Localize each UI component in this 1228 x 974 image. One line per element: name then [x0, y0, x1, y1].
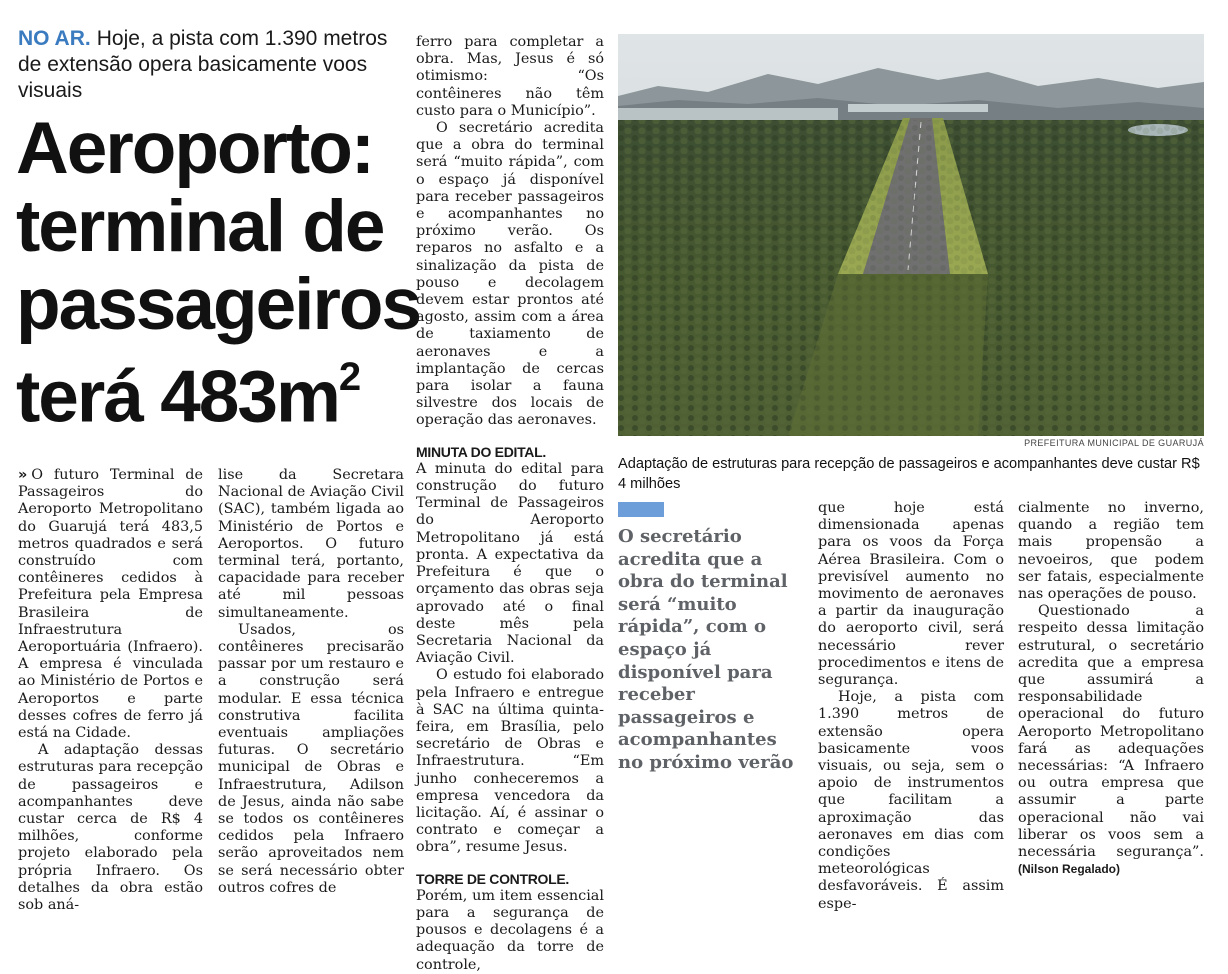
headline-superscript: 2 — [338, 355, 360, 399]
col5-paragraph-1: que hoje está dimensionada apenas para os voos da Força Aérea Brasileira. Com o previsível aumento no movimento de aeronaves a partir da inauguração do aeroporto civil, será necessário rever procedimentos e itens de segurança. — [818, 500, 1004, 689]
col2-paragraph-2: Usados, os contêineres precisarão passar por um restauro e a construção será modular. E essa técnica construtiva facilita eventuais ampliações futuras. O secretário municipal de Obras e Infraestrutura, Adilson de Jesus, ainda não sabe se todos os contêineres cedidos pela Infraero serão aproveitados nem se será necessário obter outros cofres de — [218, 621, 404, 896]
subhead-minuta: MINUTA DO EDITAL. — [416, 443, 546, 460]
article-column-5 — [818, 500, 1004, 913]
pullquote-accent-bar — [618, 502, 664, 517]
headline-line-3: passageiros — [16, 264, 421, 345]
col1-paragraph-2: A adaptação dessas estruturas para recepção de passageiros e acompanhantes deve custar cerca de R$ 4 milhões, conforme projeto elaborado pela própria Infraero. Os detalhes da obra estão sob aná- — [18, 742, 203, 914]
kicker — [18, 26, 398, 104]
headline-line-2: terminal de — [16, 186, 384, 267]
runway-photo-illustration — [618, 34, 1204, 436]
col2-paragraph-1: lise da Secretara Nacional de Aviação Civil (SAC), também ligada ao Ministério de Portos e Aeroportos. O futuro terminal terá, portanto, capacidade para receber até mil pessoas simultaneamente. — [218, 467, 404, 621]
chevron-icon: » — [18, 467, 28, 483]
photo-credit: PREFEITURA MUNICIPAL DE GUARUJÁ — [1024, 438, 1204, 448]
col3-paragraph-5: Porém, um item essencial para a segurança de pousos e decolagens é a adequação da torre de controle, — [416, 887, 604, 973]
col6-paragraph-2 — [1018, 603, 1204, 878]
headline-line-4-text: terá 483m — [16, 356, 339, 438]
headline-line-4 — [16, 344, 416, 436]
runway-aerial-photo — [618, 34, 1204, 436]
col3-paragraph-2: O secretário acredita que a obra do terminal será “muito rápida”, com o espaço já disponível para receber passageiros e acompanhantes no próximo verão. Os reparos no asfalto e a sinalização da pista de pouso e decolagem devem estar prontos até agosto, assim com a área de taxiamento de aeronaves e a implantação de cercas para isolar a fauna silvestre dos locais de operação das aeronaves. — [416, 120, 604, 429]
col3-paragraph-1: ferro para completar a obra. Mas, Jesus é só otimismo: “Os contêineres não têm custo para o Município”. — [416, 34, 604, 119]
headline — [16, 108, 421, 438]
col3-paragraph-3: A minuta do edital para construção do futuro Terminal de Passageiros do Aeroporto Metropolitano já está pronta. A expectativa da Prefeitura é que o orçamento das obras seja aprovado até o final deste mês pela Secretaria Nacional da Aviação Civil. — [416, 460, 604, 667]
kicker-tag: NO AR. — [18, 27, 91, 50]
headline-line-1: Aeroporto: — [16, 108, 374, 189]
subhead-torre: TORRE DE CONTROLE. — [416, 870, 570, 887]
article-column-2 — [218, 467, 404, 897]
article-column-3 — [416, 34, 604, 974]
col6-paragraph-1: cialmente no inverno, quando a região tem mais propensão a nevoeiros, que podem ser fatais, especialmente nas operações de pouso. — [1018, 500, 1204, 603]
article-column-1 — [18, 467, 203, 914]
col1-p1-text: O futuro Terminal de Passageiros do Aeroporto Metropolitano do Guarujá terá 483,5 metros quadrados e será construído com contêineres cedidos à Prefeitura pela Empresa Brasileira de Infraestrutura Aeroportuária (Infraero). A empresa é vinculada ao Ministério de Portos e Aeroportos e parte desses cofres de ferro já está na Cidade. — [18, 467, 203, 742]
pullquote: O secretário acredita que a obra do terminal será “muito rápida”, com o espaço já disponível para receber passageiros e acompanhantes no próximo verão — [618, 526, 794, 773]
col1-paragraph-1 — [18, 467, 203, 742]
article-column-6 — [1018, 500, 1204, 878]
photo-caption: Adaptação de estruturas para recepção de passageiros e acompanhantes deve custar R$ 4 milhões — [618, 456, 1200, 492]
col5-paragraph-2: Hoje, a pista com 1.390 metros de extensão opera basicamente voos visuais, ou seja, sem o apoio de instrumentos que facilitam a aproximação das aeronaves em dias com condições meteorológicas desfavoráveis. É assim espe- — [818, 689, 1004, 912]
author-signature: (Nilson Regalado) — [1018, 862, 1121, 877]
kicker-text: Hoje, a pista com 1.390 metros de extensão opera basicamente voos visuais — [18, 27, 388, 102]
col6-p2-text: Questionado a respeito dessa limitação estrutural, o secretário acredita que a empresa que assumirá a responsabilidade operacional do futuro Aeroporto Metropolitano fará as adequações necessárias: “A Infraero ou outra empresa que assumir a parte operacional não vai liberar os voos sem a necessária segurança”. — [1018, 603, 1204, 861]
col3-paragraph-4: O estudo foi elaborado pela Infraero e entregue à SAC na última quinta-feira, em Brasília, pelo secretário de Obras e Infraestrutura. “Em junho conheceremos a empresa vencedora da licitação. Aí, é assinar o contrato e começar a obra”, resume Jesus. — [416, 667, 604, 856]
